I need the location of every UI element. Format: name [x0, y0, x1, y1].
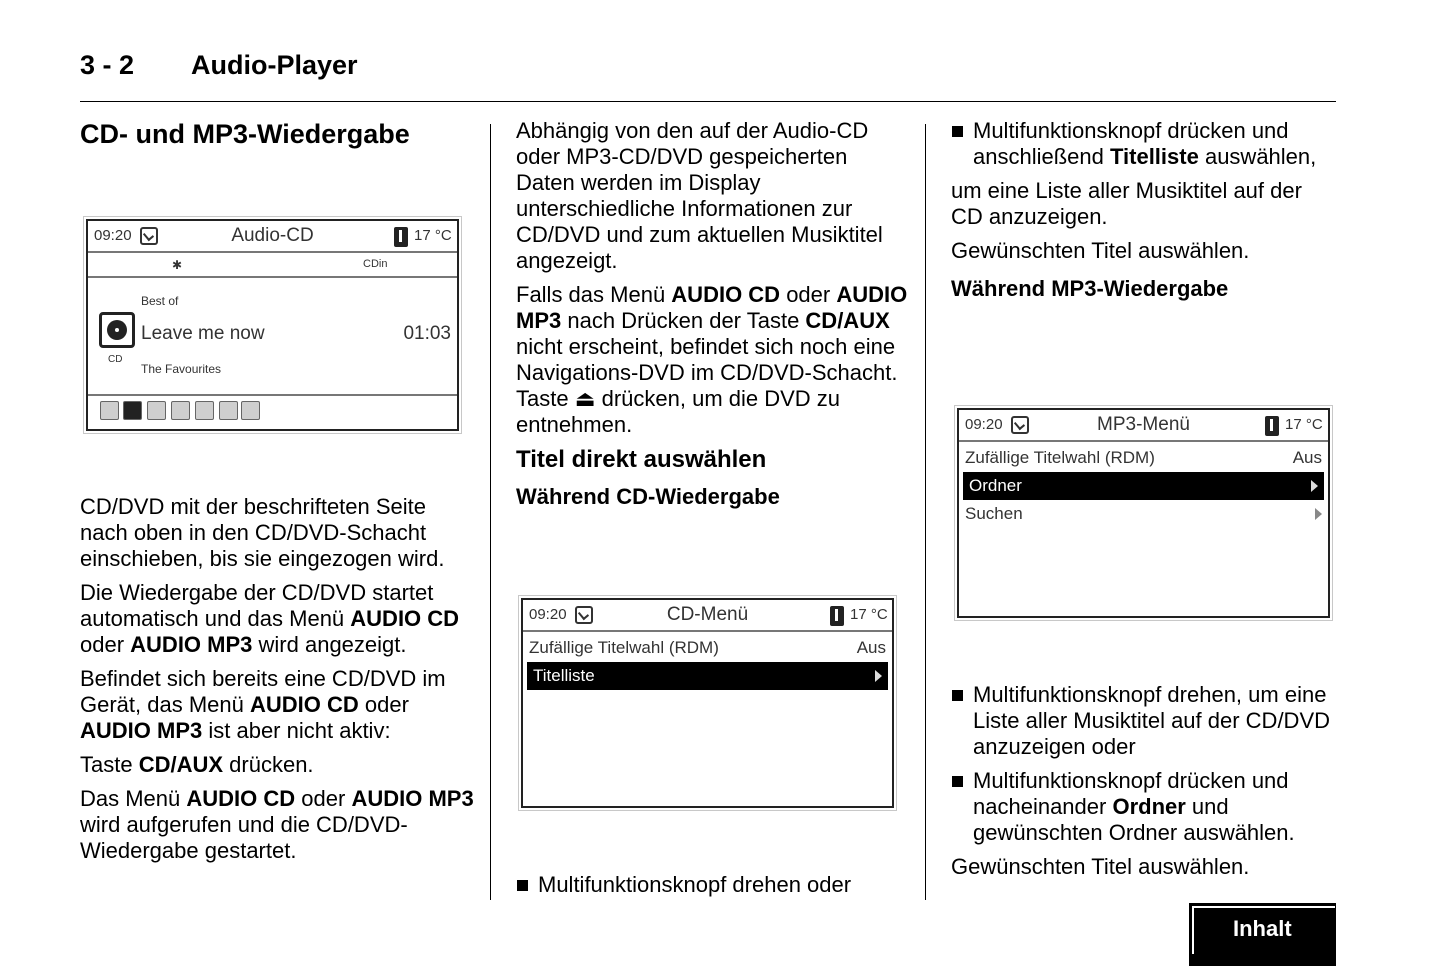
thermometer-icon: [1265, 416, 1279, 436]
paragraph: Die Wiedergabe der CD/DVD startet automatisch und das Menü AUDIO CD oder AUDIO MP3 wird angezeigt.: [80, 580, 460, 657]
screen-time: 09:20: [965, 416, 1003, 433]
arrow-right-icon: [1311, 480, 1318, 492]
arrow-right-icon: [1315, 508, 1322, 520]
screen-time: 09:20: [529, 606, 567, 623]
bullet-icon: [517, 880, 528, 891]
screen-temperature: 17 °C: [850, 606, 888, 623]
screen-title: CD-Menü: [666, 604, 749, 625]
bullet-item: Multifunktionsknopf drücken und nacheinander Ordner und gewünschten Ordner auswählen.: [951, 768, 1336, 846]
mp3-menu-screen: [957, 408, 1330, 618]
track-elapsed: 01:03: [403, 323, 451, 344]
screen-status-bar: [523, 600, 892, 632]
screen-time: 09:20: [94, 227, 132, 244]
equalizer-icon: [147, 401, 166, 420]
menu-row-random: Zufällige Titelwahl (RDM) Aus: [529, 638, 886, 657]
thermometer-icon: [830, 606, 844, 626]
contents-button[interactable]: [1189, 903, 1336, 966]
call-icon: [241, 401, 260, 420]
menu-row-random: Zufällige Titelwahl (RDM) Aus: [965, 448, 1322, 467]
paragraph: Taste CD/AUX drücken.: [80, 752, 314, 777]
screen-status-bar: [88, 221, 457, 253]
bullet-icon: [952, 776, 963, 787]
paragraph: um eine Liste aller Musiktitel auf der CD anzuzeigen.: [951, 178, 1302, 229]
menu-row-folder: Ordner: [963, 472, 1324, 500]
middle-column-bottom: [516, 872, 911, 906]
left-column-text: [80, 494, 475, 872]
subsection-subheading: Während MP3-Wiedergabe: [951, 276, 1229, 301]
thermometer-icon: [394, 227, 408, 247]
paragraph: Gewünschten Titel auswählen.: [951, 854, 1250, 879]
paragraph: Falls das Menü AUDIO CD oder AUDIO MP3 nach Drücken der Taste CD/AUX nicht erscheint, befindet sich noch eine Navigations-DVD im CD/DVD-Schacht. Taste ⏏ drücken, um die DVD zu entnehmen.: [516, 282, 908, 437]
subsection-heading: Titel direkt auswählen: [516, 446, 767, 473]
menu-row-search: Suchen: [959, 500, 1328, 528]
chapter-title: Audio-Player: [191, 50, 358, 80]
menu-row-tracklist: Titelliste: [527, 662, 888, 690]
right-column-bottom: [951, 682, 1336, 888]
cd-source-icon: [123, 401, 142, 420]
cd-menu-screen: [521, 598, 894, 808]
paragraph: CD/DVD mit der beschrifteten Seite nach oben in den CD/DVD-Schacht einschieben, bis sie eingezogen wird.: [80, 494, 445, 571]
bullet-item: Multifunktionsknopf drücken und anschließend Titelliste auswählen,: [951, 118, 1336, 170]
screen-title: Audio-CD: [231, 225, 314, 246]
source-label: CDin: [363, 258, 388, 270]
page-number: 3 - 2: [80, 50, 135, 80]
screen-status-bar: [959, 410, 1328, 442]
bullet-item: Multifunktionsknopf drehen oder: [516, 872, 911, 898]
audio-cd-screen: [86, 219, 459, 431]
artist-name: The Favourites: [141, 362, 222, 376]
paragraph: Abhängig von den auf der Audio-CD oder MP3-CD/DVD gespeicherten Daten werden im Display unterschiedliche Informationen zur CD/DVD und zum aktuellen Musiktitel angezeigt.: [516, 118, 883, 273]
now-playing: [88, 278, 457, 396]
left-column: [80, 118, 475, 150]
settings-icon: [100, 401, 119, 420]
column-divider-1: [490, 124, 491, 900]
middle-column: [516, 118, 911, 518]
subsection-subheading: Während CD-Wiedergabe: [516, 484, 780, 509]
bullet-icon: [952, 690, 963, 701]
section-heading: CD- und MP3-Wiedergabe: [80, 119, 410, 149]
screen-temperature: 17 °C: [414, 227, 452, 244]
media-label: CD: [108, 354, 123, 365]
album-name: Best of: [141, 294, 179, 308]
phone-icon: [219, 401, 238, 420]
cd-disc-icon: [99, 312, 135, 348]
contents-button-label: Inhalt: [1233, 916, 1292, 941]
volume-icon: [195, 401, 214, 420]
screen-title: MP3-Menü: [1097, 414, 1190, 435]
paragraph: Befindet sich bereits eine CD/DVD im Gerät, das Menü AUDIO CD oder AUDIO MP3 ist aber nicht aktiv:: [80, 666, 446, 743]
bullet-icon: [952, 126, 963, 137]
bullet-item: Multifunktionsknopf drehen, um eine Liste aller Musiktitel auf der CD/DVD anzuzeigen oder: [951, 682, 1336, 760]
right-column: [951, 118, 1336, 310]
arrow-right-icon: [875, 670, 882, 682]
bluetooth-icon: ✱: [172, 258, 183, 272]
screen-temperature: 17 °C: [1285, 416, 1323, 433]
navigation-icon: [171, 401, 190, 420]
header-divider: [80, 101, 1336, 102]
paragraph: Das Menü AUDIO CD oder AUDIO MP3 wird aufgerufen und die CD/DVD-Wiedergabe gestartet.: [80, 786, 474, 863]
eject-icon: ⏏: [574, 386, 596, 411]
column-divider-2: [925, 124, 926, 900]
paragraph: Gewünschten Titel auswählen.: [951, 238, 1250, 263]
screen-toolbar: [88, 396, 457, 426]
source-strip: [88, 253, 457, 278]
track-title: Leave me now: [141, 323, 265, 344]
